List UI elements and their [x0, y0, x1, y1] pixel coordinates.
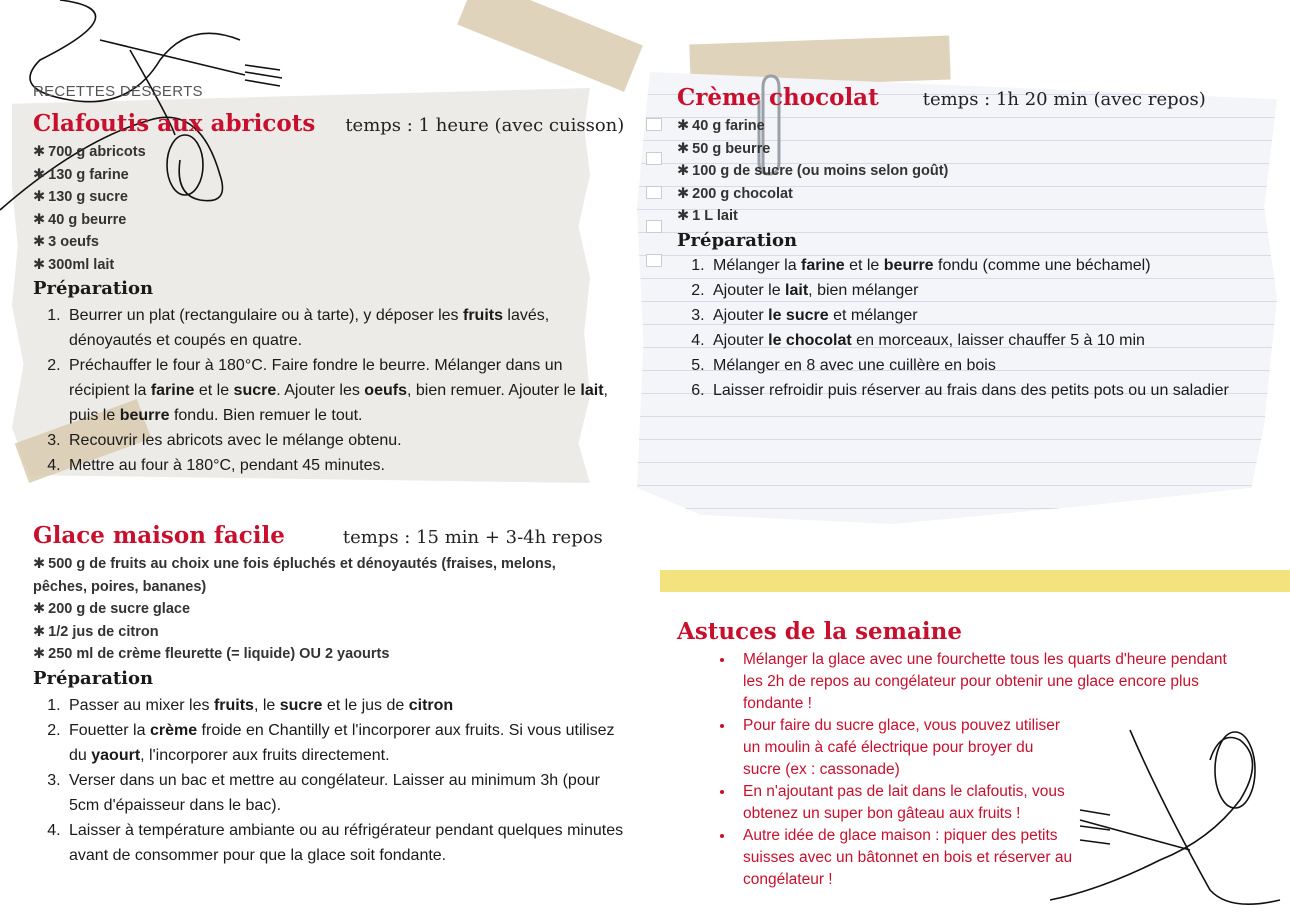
- recipe-time: temps : 1h 20 min (avec repos): [922, 89, 1206, 110]
- ingredient-item: ✱ 1 L lait: [677, 205, 1237, 228]
- step-item: 3. Ajouter le sucre et mélanger: [709, 303, 1249, 328]
- step-item: 6. Laisser refroidir puis réserver au frais dans des petits pots ou un saladier: [709, 378, 1249, 403]
- recipe-title: Glace maison facile: [33, 522, 285, 549]
- ingredient-item: ✱ 130 g farine: [33, 164, 633, 187]
- ingredient-item: ✱ 40 g beurre: [33, 209, 633, 232]
- step-item: 1. Beurrer un plat (rectangulaire ou à tarte), y déposer les fruits lavés, dénoyautés et coupés en quatre.: [65, 303, 625, 353]
- ingredient-item: ✱ 200 g de sucre glace: [33, 598, 613, 621]
- ingredient-item: ✱ 300ml lait: [33, 254, 633, 277]
- ingredient-item: ✱ 130 g sucre: [33, 186, 633, 209]
- recipe-clafoutis: [33, 110, 633, 478]
- step-list: [677, 253, 1249, 403]
- ingredient-list: [33, 553, 613, 666]
- ingredient-item: ✱ 500 g de fruits au choix une fois épluchés et dénoyautés (fraises, melons, pêches, poires, bananes): [33, 553, 613, 598]
- step-list: [33, 693, 625, 868]
- step-item: 5. Mélanger en 8 avec une cuillère en bois: [709, 353, 1249, 378]
- yellow-divider-band: [660, 570, 1290, 592]
- preparation-heading: Préparation: [677, 229, 798, 251]
- tip-item: • Pour faire du sucre glace, vous pouvez utiliser un moulin à café électrique pour broyer du sucre (ex : cassonade): [735, 715, 1073, 781]
- step-list: [33, 303, 625, 478]
- preparation-heading: Préparation: [33, 667, 154, 689]
- tip-item: • En n'ajoutant pas de lait dans le clafoutis, vous obtenez un super bon gâteau aux fruits !: [735, 781, 1113, 825]
- step-item: 1. Passer au mixer les fruits, le sucre et le jus de citron: [65, 693, 625, 718]
- recipe-time: temps : 1 heure (avec cuisson): [345, 115, 625, 136]
- step-item: 4. Laisser à température ambiante ou au réfrigérateur pendant quelques minutes avant de consommer pour que la glace soit fondante.: [65, 818, 625, 868]
- step-item: 1. Mélanger la farine et le beurre fondu (comme une béchamel): [709, 253, 1249, 278]
- recipe-time: temps : 15 min + 3-4h repos: [342, 527, 603, 548]
- step-item: 2. Ajouter le lait, bien mélanger: [709, 278, 1249, 303]
- ingredient-item: ✱ 40 g farine: [677, 115, 1237, 138]
- ingredient-item: ✱ 100 g de sucre (ou moins selon goût): [677, 160, 1237, 183]
- tip-item: • Mélanger la glace avec une fourchette tous les quarts d'heure pendant les 2h de repos au congélateur pour obtenir une glace encore plus fondante !: [735, 649, 1243, 715]
- tips-title: Astuces de la semaine: [677, 618, 963, 645]
- tips-section: [677, 618, 1237, 891]
- recipe-creme-chocolat: [677, 84, 1237, 403]
- ingredient-item: ✱ 3 oeufs: [33, 231, 633, 254]
- ingredient-item: ✱ 50 g beurre: [677, 138, 1237, 161]
- step-item: 4. Mettre au four à 180°C, pendant 45 minutes.: [65, 453, 625, 478]
- ingredient-list: [677, 115, 1237, 228]
- ingredient-item: ✱ 700 g abricots: [33, 141, 633, 164]
- ingredient-list: [33, 141, 633, 276]
- step-item: 3. Verser dans un bac et mettre au congélateur. Laisser au minimum 3h (pour 5cm d'épaisseur dans le bac).: [65, 768, 625, 818]
- recipe-title: Clafoutis aux abricots: [33, 110, 316, 137]
- recipe-glace: [33, 522, 633, 868]
- step-item: 2. Fouetter la crème froide en Chantilly et l'incorporer aux fruits. Si vous utilisez du yaourt, l'incorporer aux fruits directement.: [65, 718, 625, 768]
- tips-list: [677, 649, 1237, 891]
- step-item: 3. Recouvrir les abricots avec le mélange obtenu.: [65, 428, 625, 453]
- preparation-heading: Préparation: [33, 278, 154, 299]
- ingredient-item: ✱ 250 ml de crème fleurette (= liquide) OU 2 yaourts: [33, 643, 613, 666]
- page-header: RECETTES DESSERTS: [33, 83, 203, 100]
- tape-strip-icon: [457, 0, 643, 92]
- tip-item: • Autre idée de glace maison : piquer des petits suisses avec un bâtonnet en bois et réserver au congélateur !: [735, 825, 1073, 891]
- recipe-title: Crème chocolat: [677, 84, 879, 111]
- step-item: 4. Ajouter le chocolat en morceaux, laisser chauffer 5 à 10 min: [709, 328, 1249, 353]
- ingredient-item: ✱ 200 g chocolat: [677, 183, 1237, 206]
- ingredient-item: ✱ 1/2 jus de citron: [33, 621, 613, 644]
- step-item: 2. Préchauffer le four à 180°C. Faire fondre le beurre. Mélanger dans un récipient la farine et le sucre. Ajouter les oeufs, bien remuer. Ajouter le lait, puis le beurre fondu. Bien remuer le tout.: [65, 353, 625, 428]
